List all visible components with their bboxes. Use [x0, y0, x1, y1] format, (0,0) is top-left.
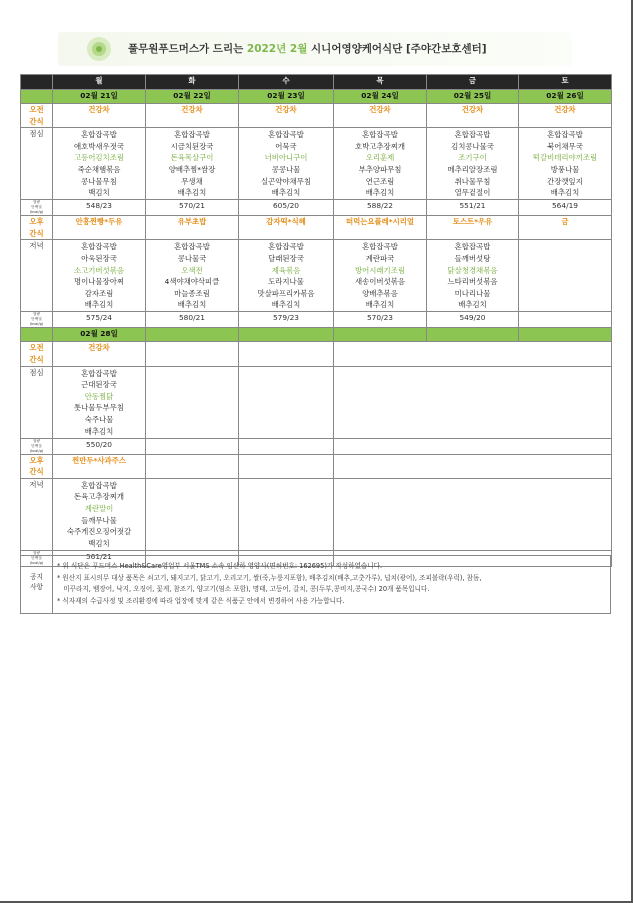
- afternoon-snack-cell: 찐만두*사과주스: [53, 454, 146, 478]
- menu-item: 아욱된장국: [81, 253, 117, 263]
- menu-item: 오색전: [181, 265, 203, 275]
- menu-item: 제육볶음: [271, 265, 301, 275]
- menu-item: 닭살청경채볶음: [447, 265, 498, 275]
- morning-snack-cell: 건강차: [53, 342, 146, 366]
- empty-cell: [239, 366, 334, 438]
- calorie-cell: 570/23: [334, 312, 427, 328]
- menu-table: [20, 74, 612, 567]
- dinner-cell: [239, 240, 334, 312]
- week1-dinner-row: [21, 240, 612, 312]
- menu-item: 배추김치: [365, 300, 395, 310]
- menu-item: 조기구이: [458, 153, 487, 163]
- afternoon-snack-cell: 토스트*우유: [427, 216, 519, 240]
- menu-item: 혼합잡곡밥: [454, 130, 491, 140]
- corner-cell: [21, 75, 53, 90]
- morning-snack-cell: 건강차: [334, 104, 427, 128]
- dinner-cell: [427, 240, 519, 312]
- row-label-dinner: 저녁: [21, 478, 53, 550]
- notes-body: [57, 561, 607, 607]
- menu-item: 근대된장국: [81, 380, 117, 390]
- morning-snack-cell: 건강차: [53, 104, 146, 128]
- weekday-thu: 목: [334, 75, 427, 90]
- menu-item: 혼합잡곡밥: [268, 130, 304, 140]
- note-line: * 원산지 표시의무 대상 품목은 쇠고기, 돼지고기, 닭고기, 오리고기, 쌀(죽,누룽지포함), 배추김치(배추,고춧가루), 넙치(광어), 조피볼락(우럭), 참돔,: [57, 573, 482, 582]
- weekday-fri: 금: [427, 75, 519, 90]
- menu-item: 새송이버섯볶음: [355, 277, 405, 287]
- date-cell: 02월 24일: [334, 90, 427, 104]
- menu-item: 배추김치: [550, 188, 580, 198]
- calorie-cell: [519, 312, 612, 328]
- empty-cell: [334, 342, 612, 366]
- note-line: * 식자재의 수급사정 및 조리환경에 따라 업장에 맞게 같은 식품군 안에서 변경하여 사용 가능합니다.: [57, 596, 345, 605]
- row-label-dinner: 저녁: [21, 240, 53, 312]
- row-label-afternoon-snack: 오후 간식: [21, 454, 53, 478]
- menu-item: 느타리버섯볶음: [447, 277, 498, 287]
- menu-item: 콩나물국: [177, 253, 207, 263]
- lunch-cell: [427, 128, 519, 200]
- empty-cell: [334, 328, 427, 342]
- week1-date-row: [21, 90, 612, 104]
- empty-cell: [334, 454, 612, 478]
- empty-cell: [146, 438, 239, 454]
- lunch-cell: [334, 128, 427, 200]
- menu-item: 톳나물두부무침: [74, 403, 124, 413]
- menu-item: 고등어김치조림: [74, 153, 124, 163]
- menu-item: 콩콩나물: [271, 164, 301, 174]
- menu-item: 혼합잡곡밥: [81, 242, 117, 252]
- dinner-cell: [53, 240, 146, 312]
- row-label-calorie: 열량 단백질 (kcal/g): [21, 200, 53, 216]
- note-line: * 위 식단은 푸드머스 Health&Care영업부 서울TMS 소속 임산하 영양사(면허번호: 162695)가 작성하였습니다.: [57, 562, 383, 570]
- menu-item: 달래된장국: [268, 253, 304, 263]
- menu-item: 시금치된장국: [170, 141, 214, 151]
- week1-lunch-row: [21, 128, 612, 200]
- menu-item: 혼합잡곡밥: [174, 130, 210, 140]
- row-label-calorie: 열량 단백질 (kcal/g): [21, 312, 53, 328]
- menu-item: 취나물무침: [454, 176, 491, 186]
- week1-lunch-calorie-row: [21, 200, 612, 216]
- title-prefix: 풀무원푸드머스가 드리는: [128, 43, 244, 55]
- date-cell: 02월 21일: [53, 90, 146, 104]
- menu-item: 방어시래기조림: [355, 265, 405, 275]
- menu-item: 배추김치: [365, 188, 395, 198]
- menu-item: 맛살파프리카볶음: [257, 288, 315, 298]
- calorie-cell: 605/20: [239, 200, 334, 216]
- menu-item: 메추리알장조림: [447, 164, 498, 174]
- calorie-cell: 570/21: [146, 200, 239, 216]
- menu-item: 배추김치: [177, 188, 207, 198]
- date-cell: 02월 23일: [239, 90, 334, 104]
- menu-item: 마늘종조림: [174, 288, 210, 298]
- menu-item: 혼합잡곡밥: [174, 242, 210, 252]
- notes-label: 공지 사항: [21, 556, 53, 613]
- empty-cell: [427, 328, 519, 342]
- empty-cell: [239, 342, 334, 366]
- menu-item: 배추김치: [271, 188, 301, 198]
- afternoon-snack-cell: 유부초밥: [146, 216, 239, 240]
- empty-cell: [239, 328, 334, 342]
- calorie-cell: 580/21: [146, 312, 239, 328]
- date-label-cell: [21, 328, 53, 342]
- calorie-cell: 548/23: [53, 200, 146, 216]
- menu-item: 안동찜닭: [84, 391, 114, 401]
- menu-item: 혼합잡곡밥: [81, 368, 117, 378]
- menu-item: 명이나물장아찌: [74, 277, 124, 287]
- calorie-cell: 579/23: [239, 312, 334, 328]
- date-cell: 02월 28일: [53, 328, 146, 342]
- calorie-cell: 550/20: [53, 438, 146, 454]
- title-year-month: 2022년 2월: [246, 43, 308, 55]
- menu-item: 배추김치: [84, 300, 114, 310]
- menu-item: 부추양파무침: [358, 164, 402, 174]
- title-suffix: 시니어영양케어식단 [주야간보호센터]: [311, 43, 487, 55]
- empty-cell: [519, 328, 612, 342]
- empty-cell: [239, 454, 334, 478]
- empty-cell: [239, 478, 334, 550]
- afternoon-snack-cell: 금: [519, 216, 612, 240]
- menu-item: 감자조림: [84, 288, 114, 298]
- page-title: [128, 41, 487, 56]
- morning-snack-cell: 건강차: [146, 104, 239, 128]
- weekday-tue: 화: [146, 75, 239, 90]
- note-line: 미꾸라지, 뱀장어, 낙지, 오징어, 꽃게, 참조기, 양고기(염소 포함), 명태, 고등어, 갈치, 콩(두부,콩비지,콩국수) 20개 품목입니다.: [57, 585, 430, 593]
- morning-snack-cell: 건강차: [239, 104, 334, 128]
- menu-item: 계란말이: [84, 503, 114, 513]
- calorie-cell: 551/21: [427, 200, 519, 216]
- row-label-lunch: 점심: [21, 366, 53, 438]
- menu-item: 들깨버섯탕: [454, 253, 491, 263]
- menu-item: 콩나물무침: [81, 176, 117, 186]
- menu-item: 너비아니구이: [264, 153, 308, 163]
- weekday-header-row: [21, 75, 612, 90]
- week1-afternoon-snack-row: [21, 216, 612, 240]
- week2-lunch-row: [21, 366, 612, 438]
- empty-cell: [334, 438, 612, 454]
- week2-date-row: [21, 328, 612, 342]
- calorie-cell: 549/20: [427, 312, 519, 328]
- afternoon-snack-cell: 떠먹는요플레*시리얼: [334, 216, 427, 240]
- weekday-mon: 월: [53, 75, 146, 90]
- afternoon-snack-cell: 감자떡*식혜: [239, 216, 334, 240]
- menu-item: 배추김치: [271, 300, 301, 310]
- week2-morning-snack-row: [21, 342, 612, 366]
- empty-cell: [146, 328, 239, 342]
- week2-lunch-calorie-row: [21, 438, 612, 454]
- menu-item: 숙주나물: [84, 414, 114, 424]
- menu-item: 계란파국: [365, 253, 395, 263]
- menu-item: 양배추볶음: [362, 288, 398, 298]
- calorie-cell: 588/22: [334, 200, 427, 216]
- menu-item: 떡갈비데리야끼조림: [532, 153, 598, 163]
- row-label-calorie: 열량 단백질 (kcal/g): [21, 550, 53, 566]
- week1-morning-snack-row: [21, 104, 612, 128]
- notes-section: [20, 555, 611, 614]
- row-label-morning-snack: 오전 간식: [21, 342, 53, 366]
- calorie-cell: 575/24: [53, 312, 146, 328]
- menu-item: 혼합잡곡밥: [547, 130, 583, 140]
- week2-dinner-row: [21, 478, 612, 550]
- menu-item: 돈육고추장찌개: [74, 492, 124, 502]
- empty-cell: [334, 366, 612, 438]
- menu-item: 혼합잡곡밥: [268, 242, 304, 252]
- empty-cell: [146, 366, 239, 438]
- title-banner: [58, 32, 572, 66]
- dinner-cell: [519, 240, 612, 312]
- menu-item: 무생채: [181, 176, 203, 186]
- morning-snack-cell: 건강차: [427, 104, 519, 128]
- week2-afternoon-snack-row: [21, 454, 612, 478]
- row-label-calorie: 열량 단백질 (kcal/g): [21, 438, 53, 454]
- date-cell: 02월 25일: [427, 90, 519, 104]
- menu-item: 북어채무국: [547, 141, 583, 151]
- menu-item: 도라지나물: [268, 277, 304, 287]
- lunch-cell: [146, 128, 239, 200]
- menu-item: 혼합잡곡밥: [81, 130, 117, 140]
- leaf-logo-icon: [86, 36, 112, 62]
- empty-cell: [146, 342, 239, 366]
- date-label-cell: [21, 90, 53, 104]
- lunch-cell: [239, 128, 334, 200]
- menu-item: 소고기버섯볶음: [74, 265, 124, 275]
- menu-item: 숙주게진오징어젓갈: [66, 527, 132, 537]
- menu-item: 간장깻잎지: [547, 176, 583, 186]
- menu-item: 방풍나물: [550, 164, 580, 174]
- menu-item: 호박고추장찌개: [355, 141, 405, 151]
- menu-item: 백김치: [88, 188, 110, 198]
- menu-item: 열무겉절이: [454, 188, 491, 198]
- menu-item: 배추김치: [177, 300, 207, 310]
- empty-cell: [146, 454, 239, 478]
- empty-cell: [146, 478, 239, 550]
- menu-item: 백김치: [88, 538, 110, 548]
- empty-cell: [334, 478, 612, 550]
- menu-item: 혼합잡곡밥: [362, 130, 398, 140]
- menu-item: 돈육목살구이: [170, 153, 214, 163]
- lunch-cell: [53, 128, 146, 200]
- lunch-cell: [53, 366, 146, 438]
- menu-item: 어묵국: [275, 141, 297, 151]
- date-cell: 02월 26일: [519, 90, 612, 104]
- row-label-morning-snack: 오전 간식: [21, 104, 53, 128]
- calorie-cell: 564/19: [519, 200, 612, 216]
- weekday-sat: 토: [519, 75, 612, 90]
- menu-item: 들깨무나물: [81, 515, 117, 525]
- menu-item: 배추김치: [84, 426, 114, 436]
- week1-dinner-calorie-row: [21, 312, 612, 328]
- afternoon-snack-cell: 안흥찐빵*두유: [53, 216, 146, 240]
- menu-item: 혼합잡곡밥: [81, 480, 117, 490]
- menu-item: 김치콩나물국: [451, 141, 494, 151]
- weekday-wed: 수: [239, 75, 334, 90]
- calorie-cell: 561/21: [53, 550, 146, 566]
- menu-item: 오리훈제: [365, 153, 395, 163]
- dinner-cell: [146, 240, 239, 312]
- row-label-afternoon-snack: 오후 간식: [21, 216, 53, 240]
- menu-item: 실곤약야채무침: [261, 176, 311, 186]
- menu-item: 4색야채야삭피클: [164, 277, 220, 287]
- menu-item: 죽순채햄볶음: [77, 164, 121, 174]
- menu-item: 양배추찜*쌈장: [168, 164, 216, 174]
- date-cell: 02월 22일: [146, 90, 239, 104]
- lunch-cell: [519, 128, 612, 200]
- empty-cell: [239, 438, 334, 454]
- menu-item: 배추김치: [458, 300, 487, 310]
- menu-item: 미나리나물: [454, 288, 491, 298]
- menu-item: 연근조림: [365, 176, 395, 186]
- dinner-cell: [53, 478, 146, 550]
- morning-snack-cell: 건강차: [519, 104, 612, 128]
- menu-item: 혼합잡곡밥: [362, 242, 398, 252]
- row-label-lunch: 점심: [21, 128, 53, 200]
- dinner-cell: [334, 240, 427, 312]
- menu-item: 혼합잡곡밥: [454, 242, 491, 252]
- menu-item: 애호박새우젓국: [74, 141, 124, 151]
